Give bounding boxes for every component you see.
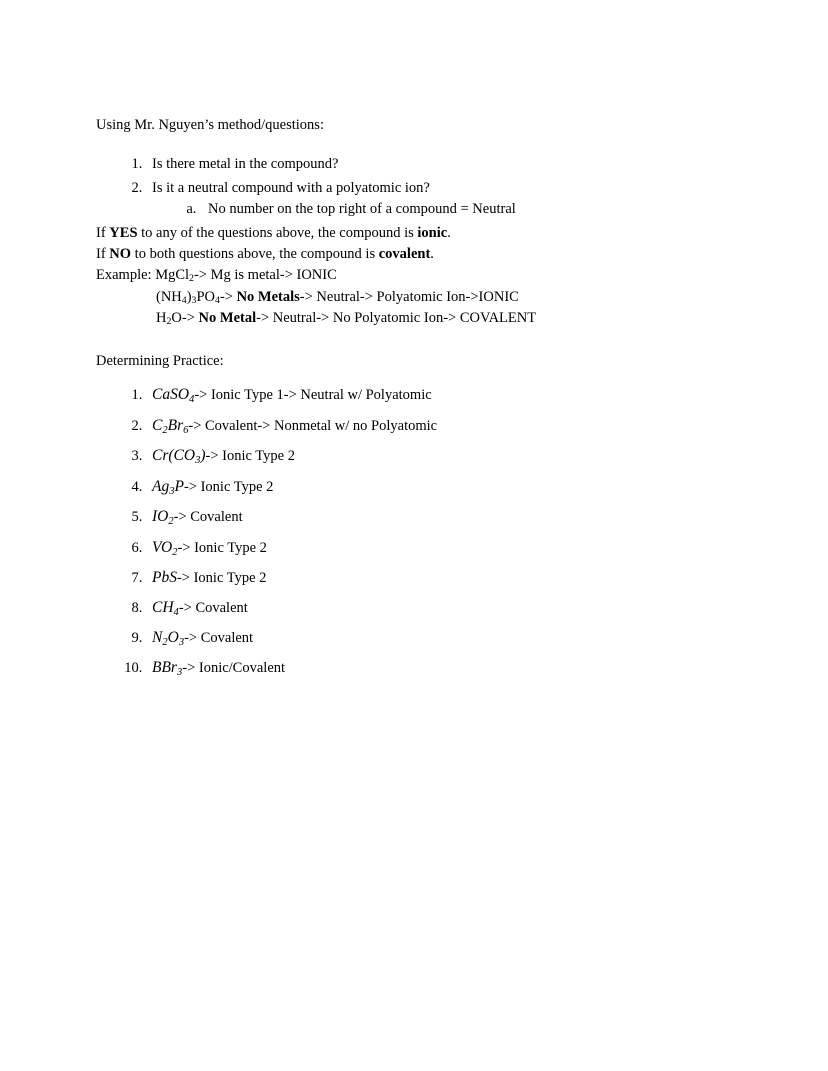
- formula-sub: 2: [162, 637, 168, 649]
- list-item: [146, 384, 736, 407]
- example-bold: No Metals: [236, 288, 300, 305]
- list-item: [146, 597, 736, 620]
- document-body: [96, 115, 736, 688]
- list-item: [200, 199, 736, 220]
- practice-answer: -> Ionic Type 1-> Neutral w/ Polyatomic: [194, 387, 432, 404]
- rule-no-pre: If: [96, 246, 110, 263]
- practice-answer: -> Covalent: [178, 599, 248, 616]
- practice-formula: [152, 569, 177, 586]
- practice-answer: -> Ionic Type 2: [177, 539, 267, 556]
- practice-formula: [152, 659, 183, 679]
- example-1: [96, 265, 736, 286]
- example-formula: H: [156, 309, 167, 326]
- formula-main: CH: [152, 598, 174, 616]
- rule-yes-bold-ionic: ionic: [417, 225, 448, 242]
- formula-sub-2: 3: [178, 637, 185, 649]
- practice-answer: -> Ionic Type 2: [176, 570, 267, 587]
- example-formula-sub: 4: [181, 294, 187, 306]
- list-item: [146, 627, 736, 650]
- practice-answer: -> Ionic Type 2: [205, 448, 295, 465]
- rule-yes: [96, 223, 736, 244]
- rule-yes-post: .: [447, 225, 451, 242]
- formula-main-2: P: [174, 477, 184, 495]
- practice-answer: -> Covalent-> Nonmetal w/ no Polyatomic: [188, 417, 438, 434]
- rule-no-bold-no: NO: [109, 246, 132, 263]
- practice-formula: [152, 628, 185, 649]
- sub-question-list: [152, 199, 736, 220]
- list-item: [146, 178, 736, 220]
- spacer: [96, 136, 736, 154]
- formula-main-2: ): [200, 447, 206, 465]
- example-text-post: -> Neutral-> No Polyatomic Ion-> COVALENT: [256, 309, 537, 326]
- formula-sub: 4: [173, 606, 179, 618]
- list-item: [146, 415, 736, 438]
- method-questions-list: [96, 154, 736, 220]
- sub-question-text: No number on the top right of a compound = Neutral: [208, 201, 516, 218]
- question-1-text: Is there metal in the compound?: [152, 156, 339, 173]
- practice-answer: -> Covalent: [184, 629, 254, 646]
- formula-main: CaSO: [152, 386, 190, 404]
- formula-main: BBr: [152, 659, 177, 677]
- formula-main: Ag: [152, 477, 170, 495]
- list-item: [146, 476, 736, 499]
- example-label: Example:: [96, 267, 156, 284]
- practice-formula: [152, 416, 189, 437]
- intro-heading: Using Mr. Nguyen’s method/questions:: [96, 117, 324, 133]
- spacer: [96, 372, 736, 384]
- formula-main: VO: [152, 538, 173, 556]
- example-2: [156, 287, 736, 308]
- example-formula-sub-2: 3: [191, 294, 197, 306]
- formula-sub-2: 6: [183, 425, 189, 437]
- example-bold: No Metal: [198, 309, 257, 326]
- practice-answer: -> Covalent: [173, 509, 243, 526]
- practice-formula: [152, 599, 179, 616]
- practice-formula: [152, 478, 184, 495]
- formula-main: C: [152, 416, 163, 434]
- rule-no: [96, 244, 736, 265]
- example-text: -> Mg is metal-> IONIC: [193, 267, 337, 284]
- example-formula-2: O: [171, 309, 182, 326]
- list-item: [146, 657, 736, 680]
- example-formula-sub: 2: [166, 316, 172, 328]
- practice-formula: [152, 539, 177, 556]
- practice-answer: -> Ionic/Covalent: [182, 660, 286, 677]
- formula-main: IO: [152, 508, 169, 526]
- rule-no-post: .: [430, 246, 434, 263]
- formula-main-2: Br: [167, 416, 184, 434]
- practice-answer: -> Ionic Type 2: [183, 478, 274, 495]
- spacer: [96, 329, 736, 351]
- rule-no-bold-covalent: covalent: [378, 246, 431, 263]
- formula-main: Cr(CO: [152, 447, 196, 465]
- practice-formula: [152, 447, 206, 467]
- formula-sub: 2: [172, 546, 178, 558]
- question-2-text: Is it a neutral compound with a polyatomic ion?: [152, 180, 430, 197]
- example-3: [156, 308, 736, 329]
- example-formula-2: ): [186, 288, 192, 305]
- formula-sub: 3: [176, 667, 183, 679]
- list-item: [146, 445, 736, 468]
- example-text-pre: ->: [181, 309, 199, 326]
- rule-yes-bold-yes: YES: [109, 225, 138, 242]
- formula-sub: 2: [162, 425, 168, 437]
- example-text-pre: ->: [219, 288, 237, 305]
- example-formula-sub-3: 4: [215, 294, 220, 306]
- practice-formula: [152, 386, 195, 406]
- example-text-post: -> Neutral-> Polyatomic Ion->IONIC: [299, 288, 519, 305]
- list-item: [146, 506, 736, 529]
- formula-main: PbS: [152, 569, 177, 587]
- formula-sub: 3: [195, 455, 201, 467]
- formula-main: N: [152, 628, 163, 646]
- formula-sub: 3: [169, 485, 175, 497]
- example-formula: MgCl: [155, 267, 190, 284]
- rule-no-mid: to both questions above, the compound is: [131, 246, 379, 263]
- rule-yes-pre: If: [96, 225, 110, 242]
- rule-yes-mid: to any of the questions above, the compound is: [137, 225, 418, 242]
- list-item: [146, 537, 736, 560]
- formula-sub: 2: [168, 516, 174, 528]
- practice-heading: Determining Practice:: [96, 353, 224, 370]
- example-formula-sub: 2: [189, 273, 194, 285]
- practice-formula: [152, 508, 174, 528]
- formula-main-2: O: [167, 628, 179, 646]
- list-item: [146, 154, 736, 175]
- example-formula-3: PO: [196, 288, 216, 305]
- practice-list: [96, 384, 736, 680]
- list-item: [146, 567, 736, 589]
- formula-sub: 4: [189, 394, 195, 406]
- example-formula: (NH: [156, 288, 182, 305]
